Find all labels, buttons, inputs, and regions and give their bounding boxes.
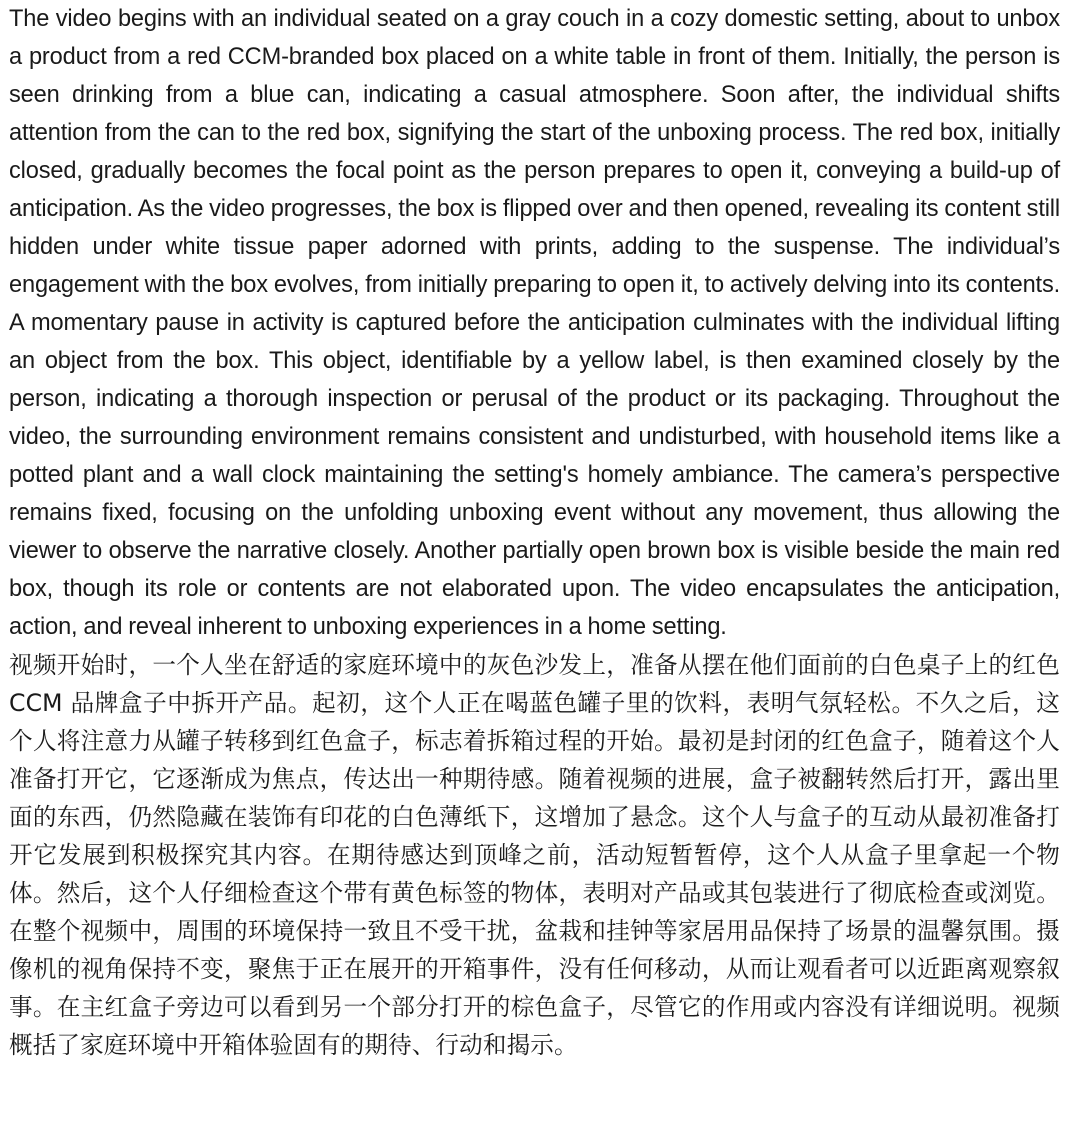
chinese-description-paragraph: 视频开始时，一个人坐在舒适的家庭环境中的灰色沙发上，准备从摆在他们面前的白色桌子上的红色 CCM 品牌盒子中拆开产品。起初，这个人正在喝蓝色罐子里的饮料，表明气氛轻松。不久之后，这个人将注意力从罐子转移到红色盒子，标志着拆箱过程的开始。最初是封闭的红色盒子，随着这个人准备打开它，它逐渐成为焦点，传达出一种期待感。随着视频的进展，盒子被翻转然后打开，露出里面的东西，仍然隐藏在装饰有印花的白色薄纸下，这增加了悬念。这个人与盒子的互动从最初准备打开它发展到积极探究其内容。在期待感达到顶峰之前，活动短暂暂停，这个人从盒子里拿起一个物体。然后，这个人仔细检查这个带有黄色标签的物体，表明对产品或其包装进行了彻底检查或浏览。在整个视频中，周围的环境保持一致且不受干扰，盆栽和挂钟等家居用品保持了场景的温馨氛围。摄像机的视角保持不变，聚焦于正在展开的开箱事件，没有任何移动，从而让观看者可以近距离观察叙事。在主红盒子旁边可以看到另一个部分打开的棕色盒子，尽管它的作用或内容没有详细说明。视频概括了家庭环境中开箱体验固有的期待、行动和揭示。 [9, 651, 1060, 1059]
english-description-paragraph: The video begins with an individual seated on a gray couch in a cozy domestic setting, about to unbox a product from a red CCM-branded box placed on a white table in front of them. Initially, the person is seen drinking from a blue can, indicating a casual atmosphere. Soon after, the individual shifts attention from the can to the red box, signifying the start of the unboxing process. The red box, initially closed, gradually becomes the focal point as the person prepares to open it, conveying a build-up of anticipation. As the video progresses, the box is flipped over and then opened, revealing its content still hidden under white tissue paper adorned with prints, adding to the suspense. The individual’s engagement with the box evolves, from initially preparing to open it, to actively delving into its contents. A momentary pause in activity is captured before the anticipation culminates with the individual lifting an object from the box. This object, identifiable by a yellow label, is then examined closely by the person, indicating a thorough inspection or perusal of the product or its packaging. Throughout the video, the surrounding environment remains consistent and undisturbed, with household items like a potted plant and a wall clock maintaining the setting's homely ambiance. The camera’s perspective remains fixed, focusing on the unfolding unboxing event without any movement, thus allowing the viewer to observe the narrative closely. Another partially open brown box is visible beside the main red box, though its role or contents are not elaborated upon. The video encapsulates the anticipation, action, and reveal inherent to unboxing experiences in a home setting. [9, 6, 1060, 640]
